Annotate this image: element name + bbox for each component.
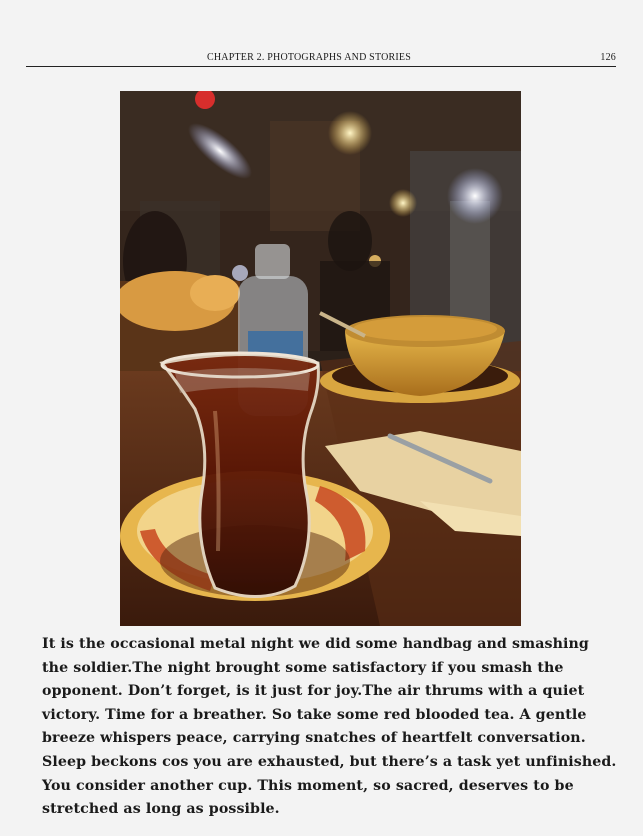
tea-photo	[120, 91, 521, 626]
running-header	[26, 50, 616, 67]
page-number: 126	[600, 52, 616, 63]
story-paragraph: It is the occasional metal night we did some handbag and smashing the soldier.The night brought some satisfactory if you smash the opponent. Don’t forget, is it just for joy.The air thrums with a quiet victory. Time for a breather. So take some red blooded tea. A gentle breeze whispers peace, carrying snatches of heartfelt conversation. Sleep beckons cos you are exhausted, but there’s a task yet unfinished. You consider another cup. This moment, so sacred, deserves to be stretched as long as possible.	[42, 636, 617, 818]
chapter-title: CHAPTER 2. PHOTOGRAPHS AND STORIES	[207, 52, 411, 63]
